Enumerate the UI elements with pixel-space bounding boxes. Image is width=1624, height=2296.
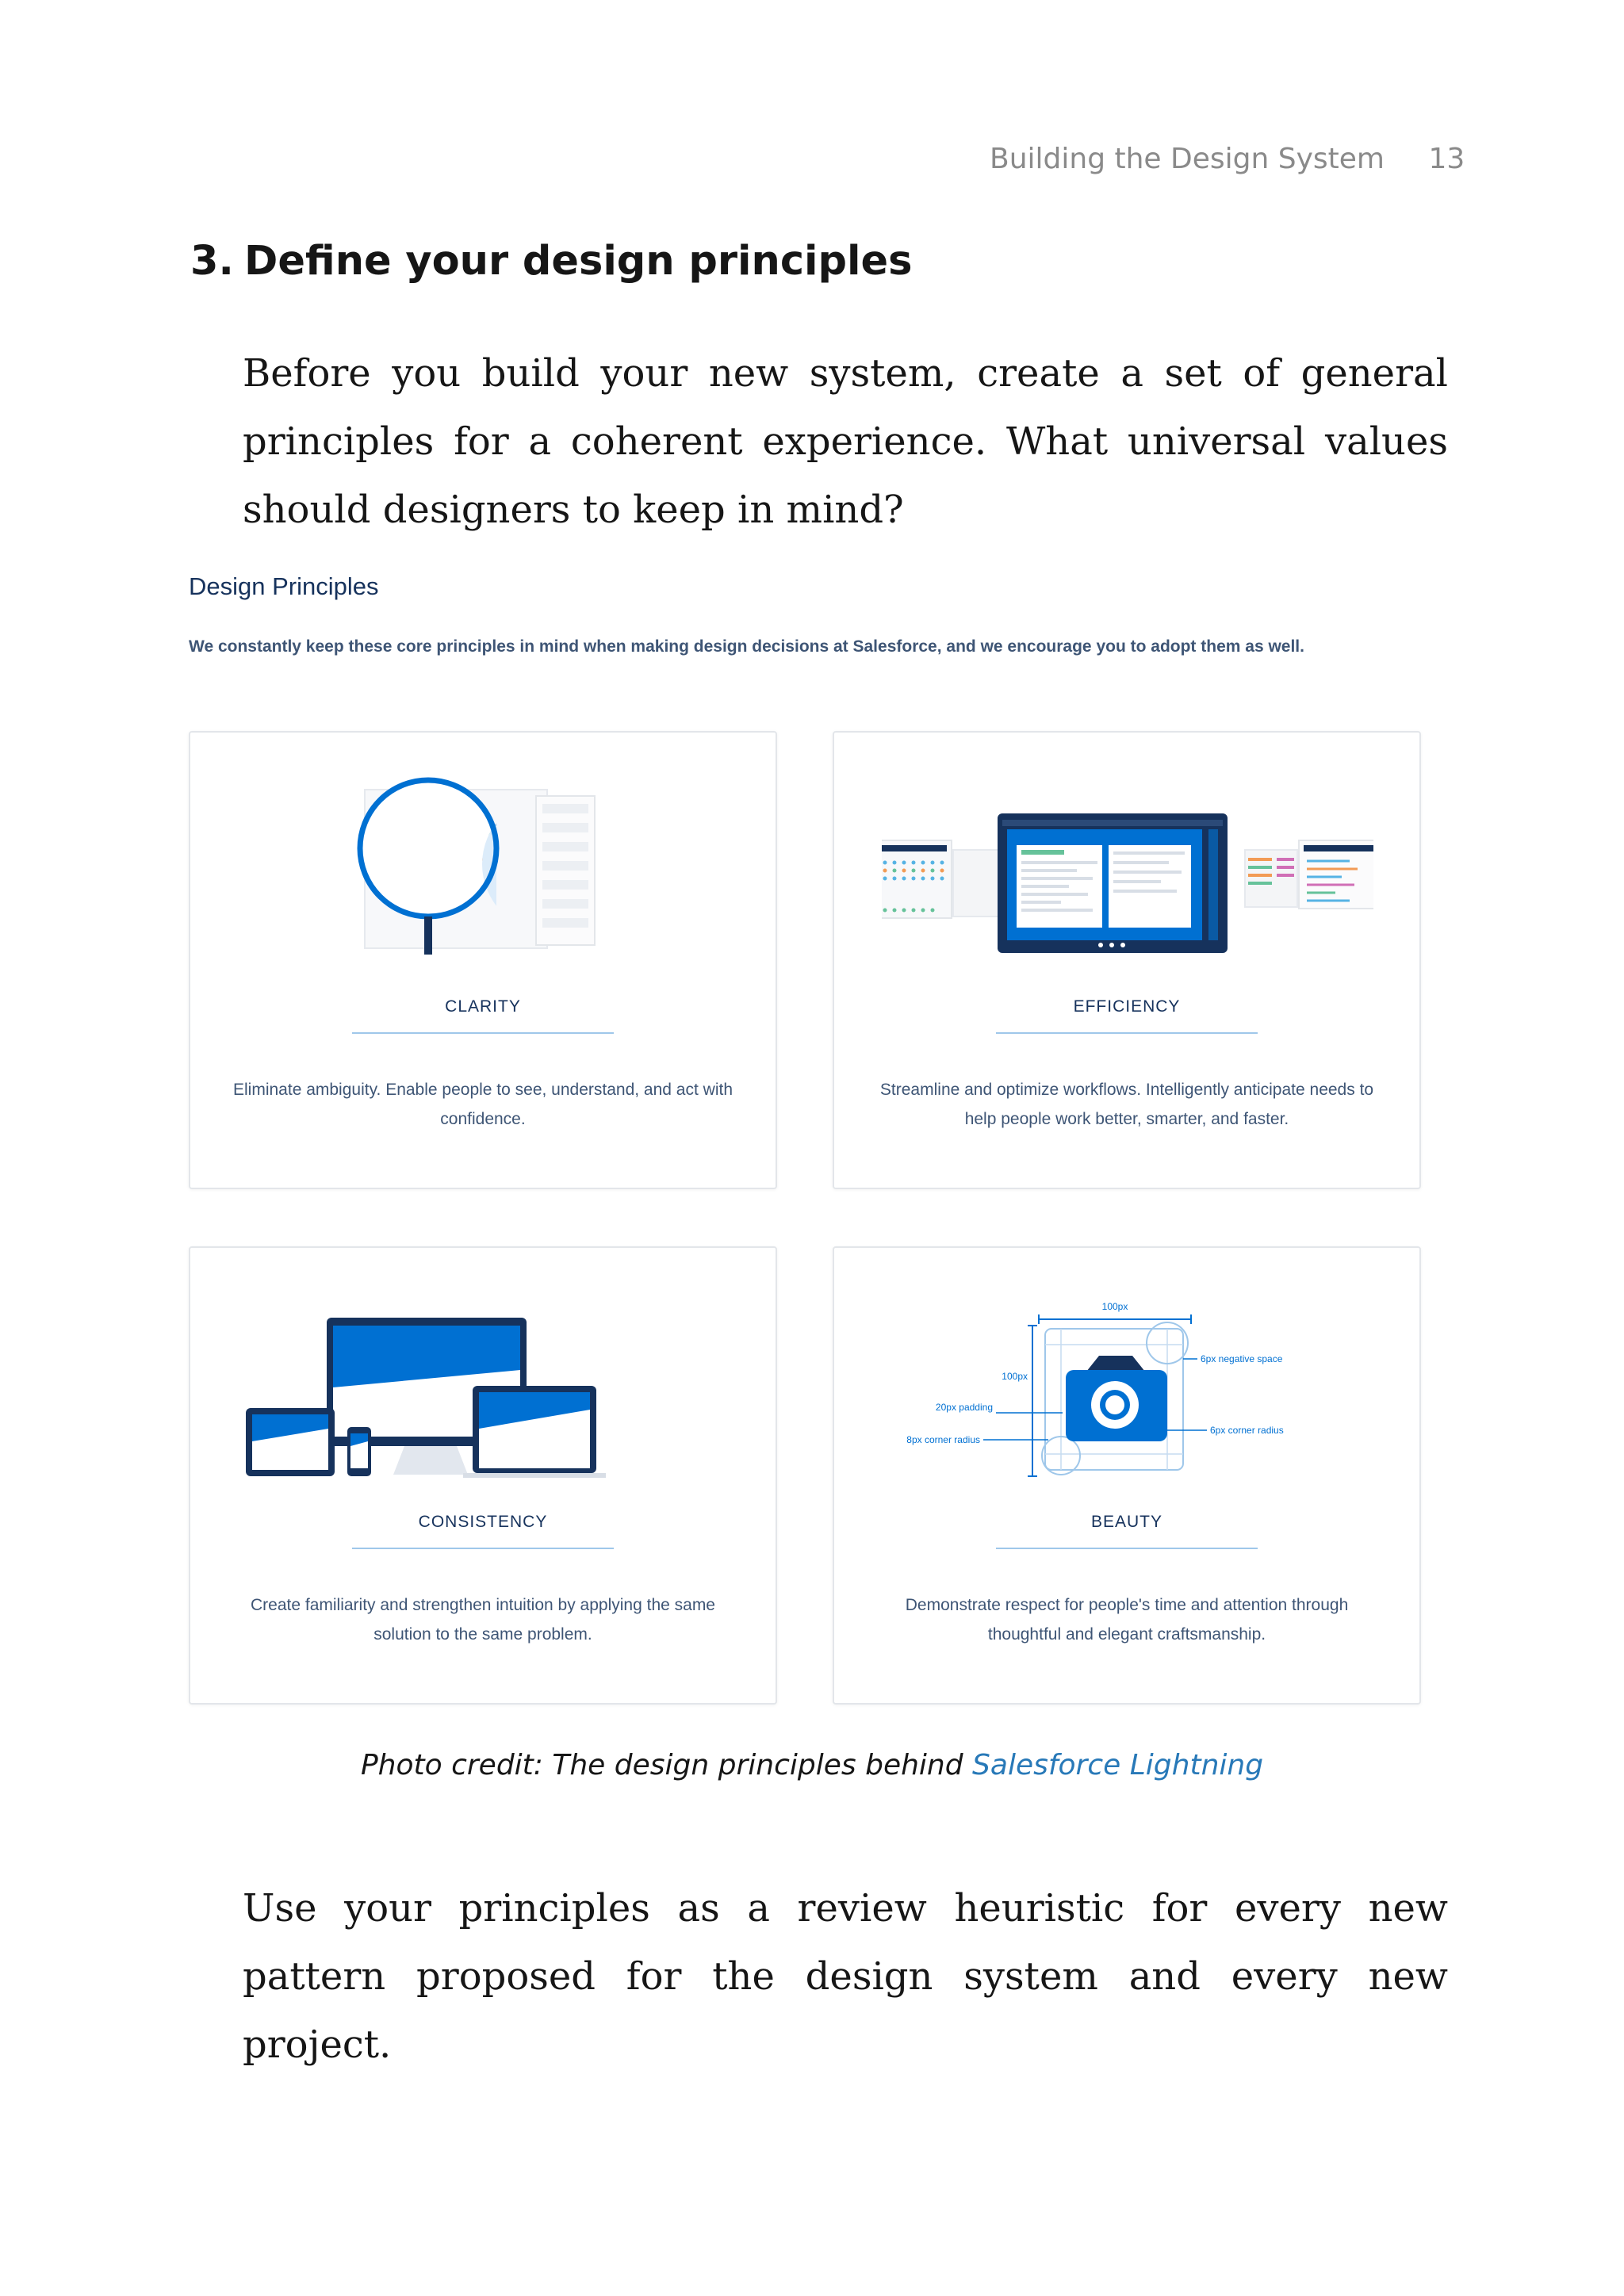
devices-icon — [238, 1288, 730, 1478]
monitor-icon — [882, 772, 1373, 962]
annotation-corner-radius-right: 6px corner radius — [1210, 1425, 1284, 1436]
intro-paragraph: Before you build your new system, create a set of general principles for a coherent experience. What universal values should designers to keep in mind? — [243, 351, 1448, 532]
section-heading — [190, 238, 1459, 285]
principle-card-clarity — [189, 731, 777, 1189]
principle-divider — [352, 1032, 614, 1034]
section-number: 3. — [190, 238, 234, 285]
figure-title: Design Principles — [189, 572, 379, 600]
page-number: 13 — [1428, 143, 1465, 175]
annotation-negative-space: 6px negative space — [1201, 1353, 1283, 1364]
principle-label: CONSISTENCY — [418, 1513, 548, 1531]
principle-description: Demonstrate respect for people's time and attention through thoughtful and elegant craftsmanship. — [905, 1596, 1349, 1644]
annotation-left: 100px — [1002, 1371, 1028, 1382]
running-title: Building the Design System — [990, 143, 1385, 175]
principle-divider — [352, 1548, 614, 1549]
section-title: Define your design principles — [244, 238, 913, 285]
principle-label: BEAUTY — [1090, 1513, 1163, 1531]
figure-subtitle: We constantly keep these core principles in mind when making design decisions at Salesforce, and we encourage you to adopt them as well. — [189, 637, 1304, 656]
camera-icon — [882, 1288, 1373, 1478]
closing-paragraph: Use your principles as a review heuristic for every new pattern proposed for the design system and every new project. — [243, 1886, 1448, 2067]
principle-divider — [996, 1032, 1258, 1034]
principle-label: CLARITY — [445, 997, 521, 1016]
running-header — [990, 143, 1465, 175]
principle-description: Create familiarity and strengthen intuition by applying the same solution to the same problem. — [251, 1596, 715, 1644]
photo-credit-caption — [0, 1749, 1624, 1781]
principle-card-beauty — [833, 1246, 1421, 1705]
principle-description: Streamline and optimize workflows. Intelligently anticipate needs to help people work better, smarter, and faster. — [879, 1081, 1374, 1128]
principle-card-efficiency — [833, 731, 1421, 1189]
caption-text: Photo credit: The design principles behind — [360, 1749, 973, 1781]
salesforce-lightning-link[interactable]: Salesforce Lightning — [972, 1749, 1264, 1781]
annotation-padding: 20px padding — [935, 1402, 993, 1413]
annotation-corner-radius-left: 8px corner radius — [906, 1434, 980, 1445]
magnifier-icon — [238, 772, 730, 962]
principle-divider — [996, 1548, 1258, 1549]
annotation-top: 100px — [1101, 1301, 1128, 1312]
principle-card-consistency — [189, 1246, 777, 1705]
principle-description: Eliminate ambiguity. Enable people to see, understand, and act with confidence. — [233, 1081, 733, 1128]
design-principles-figure — [187, 555, 1437, 1708]
principle-label: EFFICIENCY — [1073, 997, 1181, 1016]
